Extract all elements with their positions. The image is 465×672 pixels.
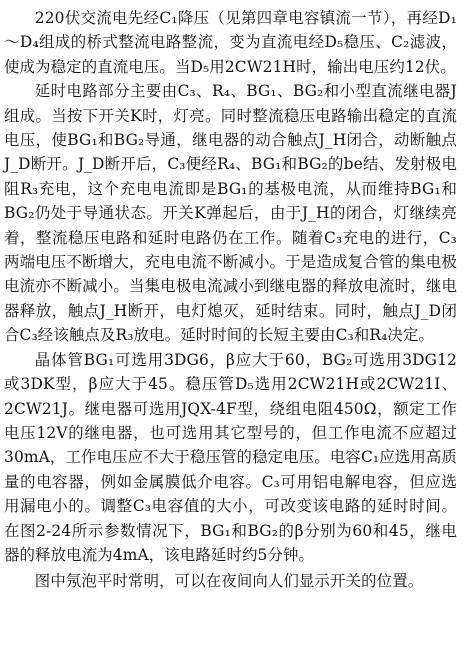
paragraph-delay-circuit: 延时电路部分主要由C₃、R₄、BG₁、BG₂和小型直流继电器J组成。当按下开关K时，灯亮。同时整流稳压电路输出稳定的直流电压，使BG₁和BG₂导通，继电器的动合触点J_H闭合，动断触点J_D断开。J_D断开后，C₃便经R₄、BG₁和BG₂的be结、发射极电阻R₃充电，这个充电电流即是BG₁的基极电流，从而维持BG₁和BG₂仍处于导通状态。开关K弹起后，由于J_H的闭合，灯继续亮着，整流稳压电路和延时电路仍在工作。随着C₃充电的进行，C₃两端电压不断增大，充电电流不断减小。于是造成复合管的集电极电流亦不断减小。当集电极电流减小到继电器的释放电流时，继电器释放，触点J_H断开，电灯熄灭，延时结束。同时，触点J_D闭合C₃经该触点及R₃放电。延时时间的长短主要由C₃和R₄决定。: [4, 82, 457, 345]
paragraph-neon-indicator: 图中氖泡平时常明，可以在夜间向人们显示开关的位置。: [34, 572, 424, 591]
paragraph-component-selection: 晶体管BG₁可选用3DG6，β应大于60，BG₂可选用3DG12或3DK型，β应大于45。稳压管D₅选用2CW21H或2CW21I、2CW21J。继电器可选用JQX-4F型，绕组电阻450Ω，额定工作电压12V的继电器，也可选用其它型号的，但工作电流不应超过30mA，工作电压应不大于稳压管的稳定电压。电容C₁应选用高质量的电容器，例如金属膜低介电容。C₃可用铝电解电容，但应选用漏电小的。调整C₃电容值的大小，可改变该电路的延时时间。在图2-24所示参数情况下，BG₁和BG₂的β分别为60和45，继电器的释放电流为4mA，该电路延时约5分钟。: [4, 350, 457, 564]
paragraph-power-supply: 220伏交流电先经C₁降压（见第四章电容镇流一节），再经D₁～D₄组成的桥式整流电路整流，变为直流电经D₅稳压、C₂滤波，使成为稳定的直流电压。当D₅用2CW21H时，输出电压约12伏。: [4, 9, 457, 76]
